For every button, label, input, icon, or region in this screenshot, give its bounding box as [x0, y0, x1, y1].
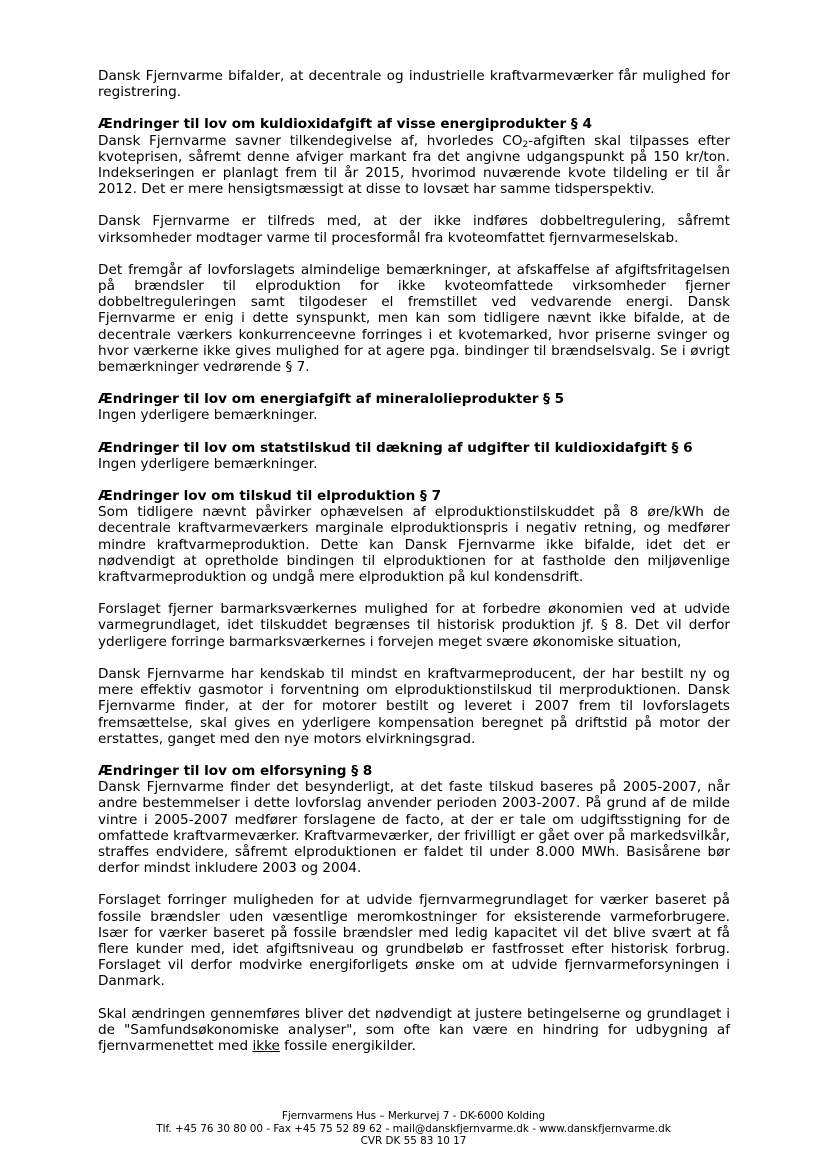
section-8-heading: Ændringer til lov om elforsyning § 8	[98, 762, 373, 779]
footer-contact: Tlf. +45 76 30 80 00 - Fax +45 75 52 89 62 - mail@danskfjernvarme.dk - www.danskfjernvarme.dk	[156, 1122, 671, 1135]
section-4-paragraph-3: Det fremgår af lovforslagets almindelige bemærkninger, at afskaffelse af afgiftsfritagelsen på brændsler til elproduktion for ikke kvoteomfattede virksomheder fjerner dobbeltreguleringen samt tilgodeser el fremstillet ved vedvarende energi. Dansk Fjernvarme er enig i dette synspunkt, men kan som tidligere nævnt ikke bifalde, at de decentrale værkers konkurrenceevne forringes i et kvotemarked, hvor priserne svinger og hvor værkerne ikke gives mulighed for at agere pga. bindinger til brændselsvalg. Se i øvrigt bemærkninger vedrørende § 7.	[98, 261, 730, 376]
section-8-paragraph-2: Forslaget forringer muligheden for at udvide fjernvarmegrundlaget for værker baseret på fossile brændsler uden væsentlige meromkostninger for eksisterende varmeforbrugere. Især for værker baseret på fossile brændsler med ledig kapacitet vil det blive svært at få flere kunder med, idet afgiftsniveau og grundbeløb er fastfrosset efter historisk forbrug. Forslaget vil derfor modvirke energiforligets ønske om at udvide fjernvarmeforsyningen i Danmark.	[98, 892, 730, 990]
intro-paragraph: Dansk Fjernvarme bifalder, at decentrale og industrielle kraftvarmeværker får mulighed for registrering.	[98, 68, 730, 101]
section-5-paragraph-1: Ingen yderligere bemærkninger.	[98, 407, 318, 424]
section-7-paragraph-2: Forslaget fjerner barmarksværkernes mulighed for at forbedre økonomien ved at udvide varmegrundlaget, idet tilskuddet begrænses til historisk produktion jf. § 8. Det vil derfor yderligere forringe barmarksværkernes i forvejen meget svære økonomiske situation,	[98, 601, 730, 650]
section-4-paragraph-1: Dansk Fjernvarme savner tilkendegivelse af, hvorledes $CO_2$-afgiften skal tilpasses efter kvoteprisen, såfremt denne afviger markant fra det angivne udgangspunkt på 150 kr/ton. Indekseringen er planlagt frem til år 2015, hvorimod nuværende kvote tildeling er til år 2012. Det er mere hensigtsmæssigt at disse to lovsæt har samme tidsperspektiv.	[98, 132, 730, 198]
section-4-heading: Ændringer til lov om kuldioxidafgift af visse energiprodukter § 4	[98, 116, 592, 133]
section-8-paragraph-1: Dansk Fjernvarme finder det besynderligt, at det faste tilskud baseres på 2005-2007, når andre bestemmelser i dette lovforslag anvender perioden 2003-2007. På grund af de milde vintre i 2005-2007 medfører forslagene de facto, at der er tale om udgiftsstigning for de omfattede kraftvarmeværker. Kraftvarmeværker, der frivilligt er gået over på markedsvilkår, straffes endvidere, såfremt elproduktionen er faldet til under 8.000 MWh. Basisårene bør derfor mindst inkludere 2003 og 2004.	[98, 779, 730, 877]
section-4-paragraph-2: Dansk Fjernvarme er tilfreds med, at der ikke indføres dobbeltregulering, såfremt virksomheder modtager varme til procesformål fra kvoteomfattet fjernvarmeselskab.	[98, 213, 730, 246]
section-8-paragraph-3: Skal ændringen gennemføres bliver det nødvendigt at justere betingelserne og grundlaget i de "Samfundsøkonomiske analyser", som ofte kan være en hindring for udbygning af fjernvarmenettet med ikke fossile energikilder.	[98, 1005, 730, 1054]
section-7-heading: Ændringer lov om tilskud til elproduktion § 7	[98, 488, 442, 505]
document-body	[98, 68, 730, 1054]
section-7-paragraph-3: Dansk Fjernvarme har kendskab til mindst en kraftvarmeproducent, der har bestilt ny og mere effektiv gasmotor i forventning om elproduktionstilskud til merproduktionen. Dansk Fjernvarme finder, at der for motorer bestilt og leveret i 2007 frem til lovforslagets fremsættelse, skal gives en yderligere kompensation beregnet på driftstid på motor der erstattes, ganget med den nye motors elvirkningsgrad.	[98, 665, 730, 747]
underlined-word: ikke	[252, 1037, 280, 1054]
section-6-paragraph-1: Ingen yderligere bemærkninger.	[98, 455, 318, 472]
section-7-paragraph-1: Som tidligere nævnt påvirker ophævelsen af elproduktionstilskuddet på 8 øre/kWh de decentrale kraftvarmeværkers marginale elproduktionspris i negativ retning, og medfører mindre kraftvarmeproduktion. Dette kan Dansk Fjernvarme ikke bifalde, idet det er nødvendigt at opretholde bindingen til elproduktionen for at fastholde den miljøvenlige kraftvarmeproduktion og undgå mere elproduktion på kul kondensdrift.	[98, 504, 730, 586]
page-footer	[0, 1110, 827, 1148]
section-6-heading: Ændringer til lov om statstilskud til dækning af udgifter til kuldioxidafgift § 6	[98, 439, 693, 456]
footer-address: Fjernvarmens Hus – Merkurvej 7 - DK-6000 Kolding	[281, 1110, 546, 1122]
section-5-heading: Ændringer til lov om energiafgift af mineralolieprodukter § 5	[98, 391, 565, 408]
footer-cvr: CVR DK 55 83 10 17	[360, 1135, 467, 1148]
